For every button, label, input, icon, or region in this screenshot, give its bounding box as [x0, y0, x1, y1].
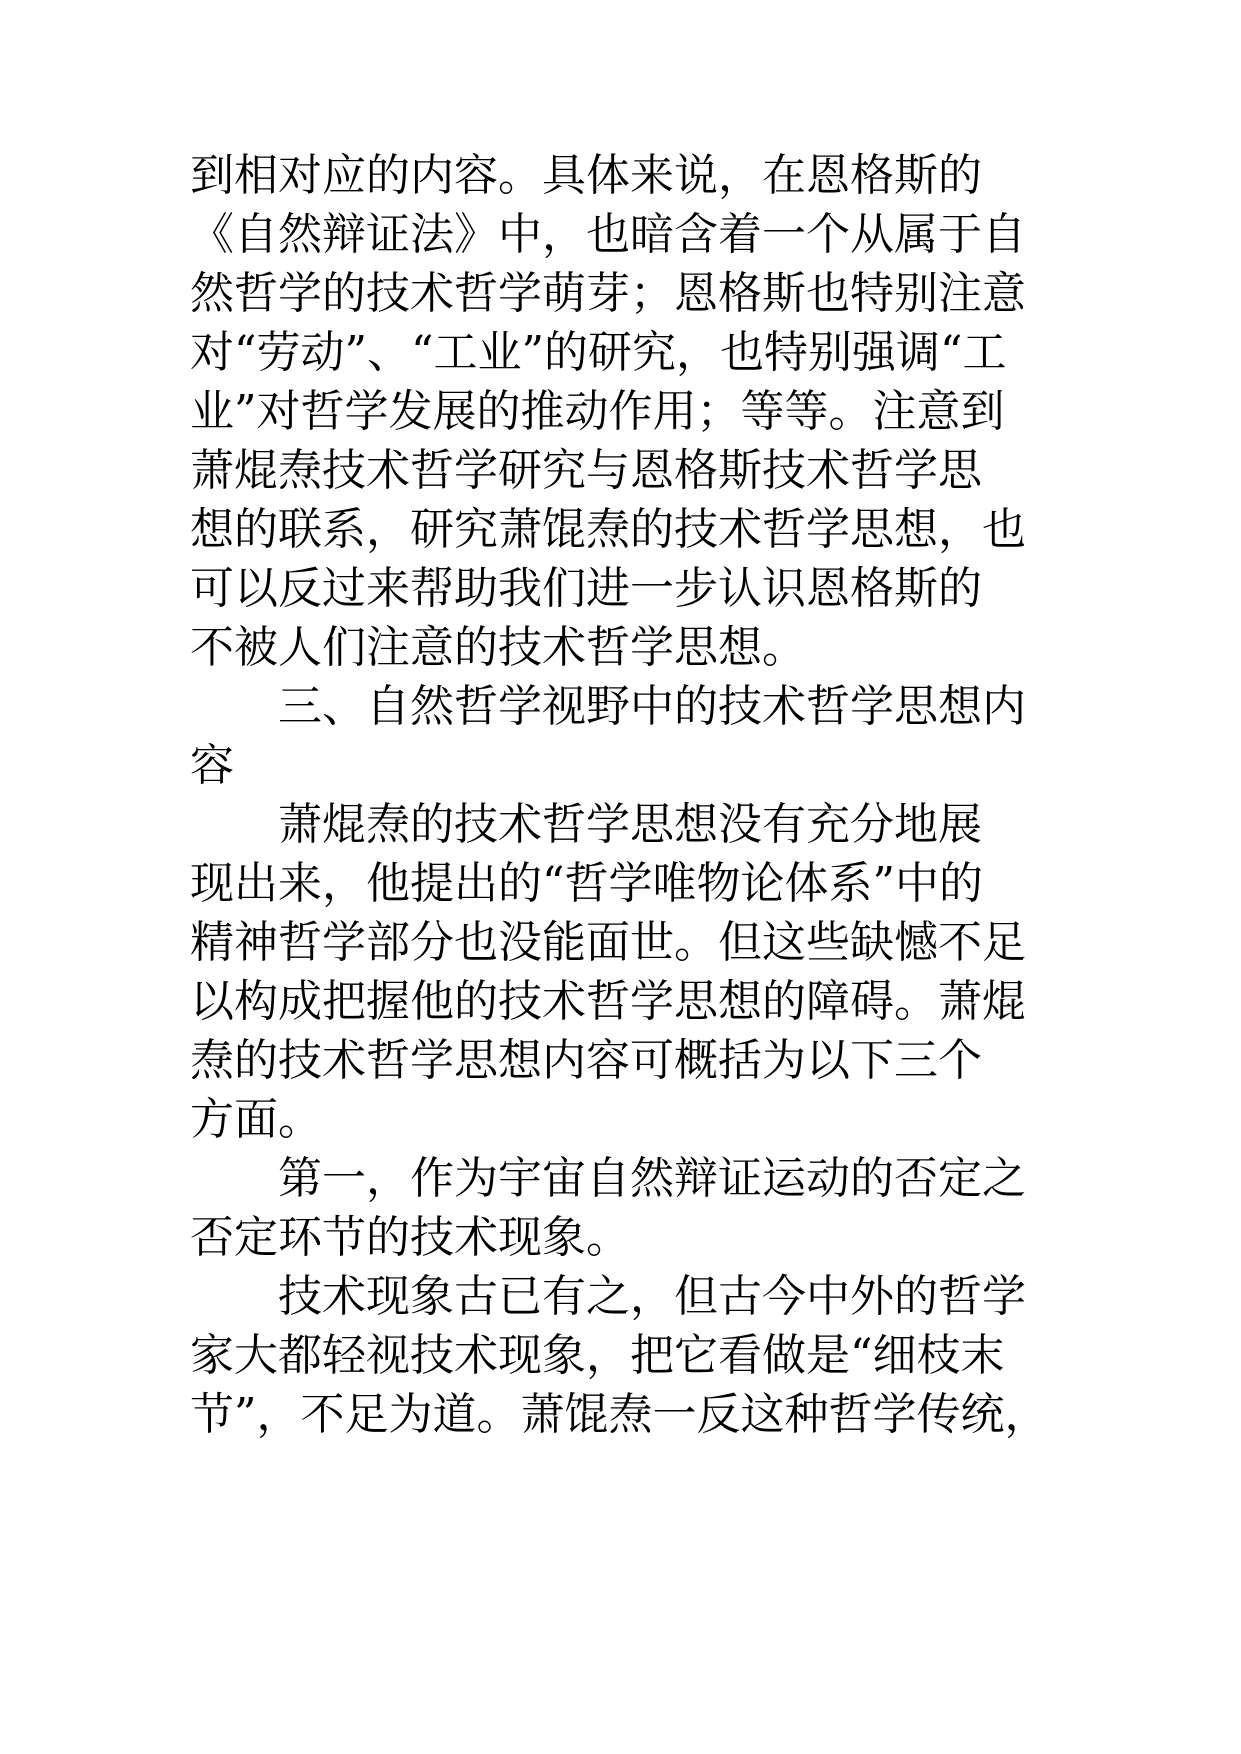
text-line: 萧焜焘技术哲学研究与恩格斯技术哲学思 — [190, 445, 982, 496]
section-heading-continuation: 容 — [190, 740, 234, 791]
text-line: 想的联系，研究萧馄焘的技术哲学思想，也 — [190, 504, 1026, 555]
text-line: 节”，不足为道。萧馄焘一反这种哲学传统， — [190, 1389, 1049, 1440]
text-line: 业”对哲学发展的推动作用；等等。注意到 — [190, 386, 1005, 437]
text-line: 可以反过来帮助我们进一步认识恩格斯的 — [190, 563, 982, 614]
text-line: 方面。 — [190, 1094, 322, 1145]
text-line: 现出来，他提出的“哲学唯物论体系”中的 — [190, 858, 983, 909]
text-line: 萧焜焘的技术哲学思想没有充分地展 — [278, 799, 982, 850]
text-line: 否定环节的技术现象。 — [190, 1212, 630, 1263]
text-line: 焘的技术哲学思想内容可概括为以下三个 — [190, 1035, 982, 1086]
text-line: 精神哲学部分也没能面世。但这些缺憾不足 — [190, 917, 1026, 968]
text-line: 第一，作为宇宙自然辩证运动的否定之 — [278, 1153, 1026, 1204]
text-line: 《自然辩证法》中，也暗含着一个从属于自 — [190, 209, 1026, 260]
text-line: 对“劳动”、“工业”的研究，也特别强调“工 — [190, 327, 1007, 378]
text-line: 然哲学的技术哲学萌芽；恩格斯也特别注意 — [190, 268, 1026, 319]
text-line: 到相对应的内容。具体来说，在恩格斯的 — [190, 150, 982, 201]
text-line: 不被人们注意的技术哲学思想。 — [190, 622, 806, 673]
text-line: 技术现象古已有之，但古今中外的哲学 — [278, 1271, 1026, 1322]
text-line: 以构成把握他的技术哲学思想的障碍。萧焜 — [190, 976, 1026, 1027]
text-line: 家大都轻视技术现象，把它看做是“细枝末 — [190, 1330, 1005, 1381]
body-text — [190, 146, 1070, 1444]
section-heading: 三、自然哲学视野中的技术哲学思想内 — [278, 681, 1026, 732]
